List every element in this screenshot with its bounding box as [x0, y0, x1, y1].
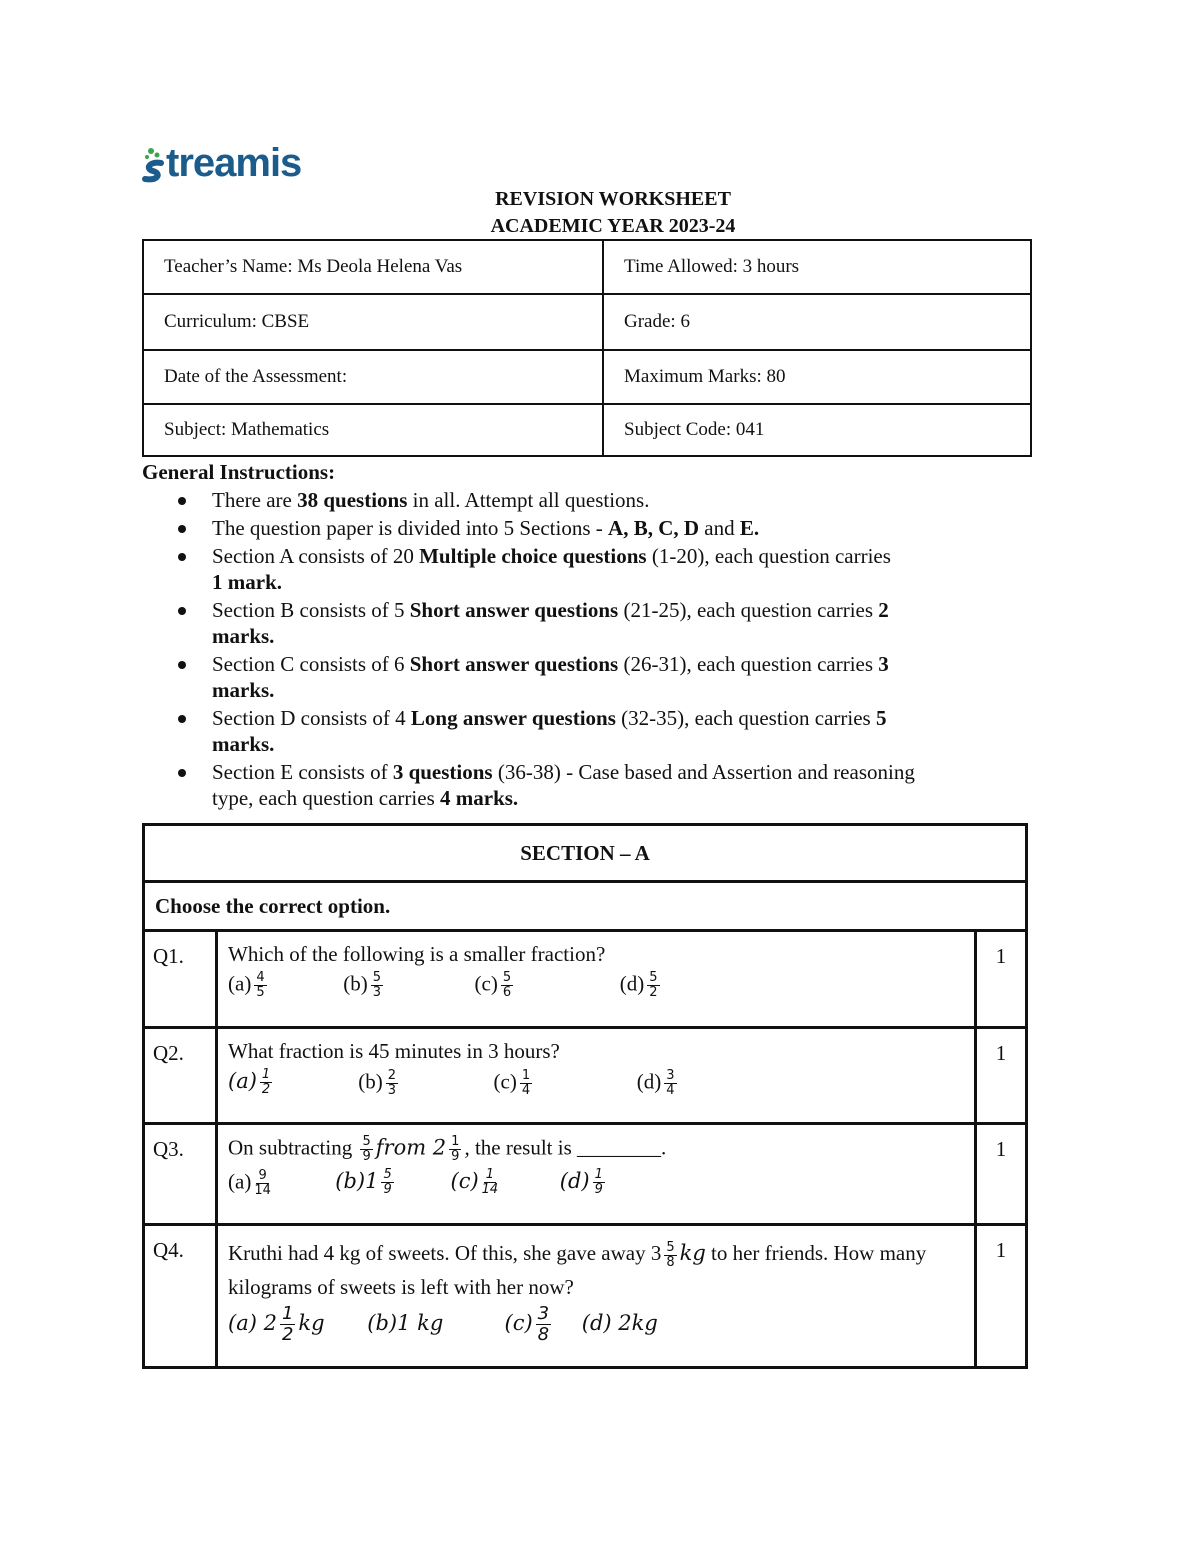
- option-a: (a) $\frac{4}{5}$: [228, 970, 265, 1000]
- question-body: [217, 1124, 976, 1225]
- instruction-item: Section A consists of 20 Multiple choice questions (1-20), each question carries 1 mark.: [142, 543, 1002, 595]
- time-allowed: Time Allowed: 3 hours: [603, 240, 1031, 294]
- option-c: (c) $\frac{3}{8}$: [504, 1303, 550, 1345]
- academic-year: ACADEMIC YEAR 2023-24: [490, 215, 736, 237]
- question-number: Q3.: [144, 1124, 217, 1225]
- grade: Grade: 6: [603, 294, 1031, 350]
- bullet-icon: [178, 661, 186, 669]
- question-text: On subtracting $\frac{5}{9}$ from 2 $\frac{1}{9}$ , the result is ________.: [228, 1134, 667, 1164]
- question-body: [217, 1028, 976, 1124]
- option-d: (d) $\frac{3}{4}$: [636, 1067, 675, 1098]
- option-c: (c) $\frac{1}{4}$: [493, 1067, 531, 1098]
- option-c: (c) $\frac{5}{6}$: [474, 970, 512, 1000]
- subject-code: Subject Code: 041: [603, 404, 1031, 456]
- subject: Subject: Mathematics: [143, 404, 603, 456]
- section-instruction: Choose the correct option.: [144, 882, 1027, 931]
- question-number: Q1.: [144, 931, 217, 1028]
- instruction-item: There are 38 questions in all. Attempt all questions.: [142, 487, 1002, 513]
- question-row: [144, 931, 1027, 1028]
- option-b: (b) $\frac{2}{3}$: [358, 1067, 397, 1098]
- option-b: (b)1 kg: [367, 1311, 444, 1335]
- options: [228, 1304, 964, 1345]
- question-marks: 1: [976, 931, 1027, 1028]
- maximum-marks: Maximum Marks: 80: [603, 350, 1031, 404]
- option-d: (d) $\frac{1}{9}$: [559, 1167, 603, 1197]
- bullet-icon: [178, 497, 186, 505]
- logo-text: treamis: [166, 141, 302, 185]
- option-b: (b)1 $\frac{5}{9}$: [335, 1167, 392, 1197]
- option-b: (b) $\frac{5}{3}$: [343, 970, 382, 1000]
- question-row: [144, 1028, 1027, 1124]
- question-number: Q4.: [144, 1225, 217, 1368]
- bullet-icon: [178, 525, 186, 533]
- question-text: Which of the following is a smaller fraction?: [228, 942, 606, 966]
- options: [228, 1068, 964, 1098]
- question-body: [217, 931, 976, 1028]
- question-marks: 1: [976, 1124, 1027, 1225]
- question-text: Kruthi had 4 kg of sweets. Of this, she gave away 3 $\frac{5}{8}$ kg to her friends. How many kilograms of sweets is left with her now?: [228, 1239, 927, 1299]
- bullet-icon: [178, 607, 186, 615]
- instruction-item: Section B consists of 5 Short answer questions (21-25), each question carries 2 marks.: [142, 597, 932, 649]
- question-row: [144, 1124, 1027, 1225]
- question-marks: 1: [976, 1028, 1027, 1124]
- option-a: (a) $\frac{9}{14}$: [228, 1167, 271, 1198]
- teacher-name: Teacher’s Name: Ms Deola Helena Vas: [143, 240, 603, 294]
- info-table: [142, 239, 1032, 457]
- instruction-item: Section D consists of 4 Long answer questions (32-35), each question carries 5 marks.: [142, 705, 932, 757]
- instructions-list: [142, 487, 1002, 811]
- logo-mark-icon: [140, 141, 166, 185]
- instruction-item: The question paper is divided into 5 Sections - A, B, C, D and E.: [142, 515, 1002, 541]
- option-a: (a) $\frac{1}{2}$: [228, 1067, 271, 1097]
- question-marks: 1: [976, 1225, 1027, 1368]
- question-text: What fraction is 45 minutes in 3 hours?: [228, 1039, 560, 1063]
- option-d: (d) $\frac{5}{2}$: [619, 970, 658, 1000]
- curriculum: Curriculum: CBSE: [143, 294, 603, 350]
- general-instructions-title: General Instructions:: [142, 460, 336, 484]
- worksheet-title: REVISION WORKSHEET: [495, 188, 731, 210]
- section-heading: SECTION – A: [144, 825, 1027, 882]
- bullet-icon: [178, 553, 186, 561]
- bullet-icon: [178, 769, 186, 777]
- options: [228, 1168, 964, 1198]
- question-body: [217, 1225, 976, 1368]
- option-c: (c) $\frac{1}{14}$: [450, 1167, 499, 1197]
- instruction-item: Section C consists of 6 Short answer questions (26-31), each question carries 3 marks.: [142, 651, 932, 703]
- question-number: Q2.: [144, 1028, 217, 1124]
- assessment-date: Date of the Assessment:: [143, 350, 603, 404]
- option-d: (d) 2kg: [581, 1311, 658, 1335]
- treamis-logo: [140, 140, 301, 186]
- options: [228, 971, 964, 1000]
- bullet-icon: [178, 715, 186, 723]
- question-row: [144, 1225, 1027, 1368]
- option-a: (a) 2 $\frac{1}{2}$ kg: [228, 1303, 325, 1345]
- section-a-table: [142, 823, 1028, 1369]
- instruction-item: Section E consists of 3 questions (36-38) - Case based and Assertion and reasoning type, each question carries 4 marks.: [142, 759, 932, 811]
